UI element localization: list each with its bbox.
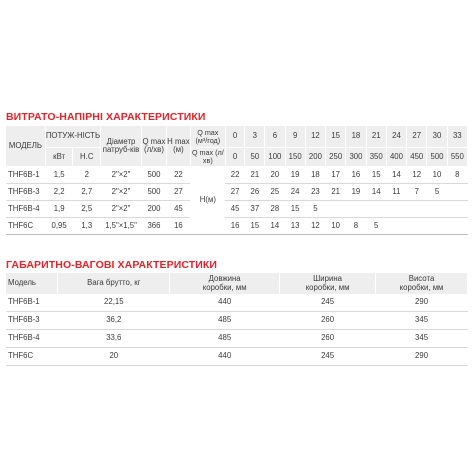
head-value: 14 xyxy=(386,167,406,184)
length-cell: 485 xyxy=(170,312,280,330)
header-h-max: Н max (м) xyxy=(166,126,190,167)
head-value: 24 xyxy=(285,184,305,201)
header-kw: кВт xyxy=(45,148,73,167)
q-max-cell: 500 xyxy=(141,184,166,201)
head-value xyxy=(407,218,427,235)
flow-m3-cell: 27 xyxy=(407,126,427,148)
flow-m3-cell: 12 xyxy=(305,126,325,148)
flow-m3-cell: 30 xyxy=(427,126,447,148)
width-cell: 260 xyxy=(280,330,376,348)
head-value xyxy=(427,201,447,218)
section-title-performance: ВИТРАТО-НАПІРНІ ХАРАКТЕРИСТИКИ xyxy=(6,111,206,123)
flow-l-cell: 200 xyxy=(305,148,325,167)
flow-l-cell: 0 xyxy=(225,148,245,167)
width-cell: 245 xyxy=(280,348,376,366)
flow-l-cell: 350 xyxy=(366,148,386,167)
h-max-cell: 27 xyxy=(166,184,190,201)
model-cell: THF6В-1 xyxy=(6,167,45,184)
q-max-cell: 366 xyxy=(141,218,166,235)
weight-cell: 36,2 xyxy=(58,312,170,330)
head-value: 5 xyxy=(305,201,325,218)
head-unit-cell: Н(м) xyxy=(190,167,225,235)
head-value xyxy=(447,201,467,218)
flow-m3-cell: 3 xyxy=(245,126,265,148)
head-value: 26 xyxy=(245,184,265,201)
table-row xyxy=(6,218,468,235)
flow-l-cell: 400 xyxy=(386,148,406,167)
head-value: 27 xyxy=(225,184,245,201)
kw-cell: 0,95 xyxy=(45,218,73,235)
head-value: 45 xyxy=(225,201,245,218)
flow-l-cell: 50 xyxy=(245,148,265,167)
head-value: 16 xyxy=(225,218,245,235)
header-width: Ширина коробки, мм xyxy=(280,273,376,294)
head-value: 19 xyxy=(285,167,305,184)
model-cell: THF6В-3 xyxy=(6,184,45,201)
head-value: 23 xyxy=(305,184,325,201)
head-value: 37 xyxy=(245,201,265,218)
kw-cell: 1,9 xyxy=(45,201,73,218)
header-length: Довжина коробки, мм xyxy=(170,273,280,294)
head-value: 28 xyxy=(265,201,285,218)
performance-table xyxy=(6,126,468,235)
table-row xyxy=(6,330,468,348)
header-model: МОДЕЛЬ xyxy=(6,126,45,167)
head-value xyxy=(346,201,366,218)
header-power: ПОТУЖ-НІСТЬ xyxy=(45,126,100,148)
head-value: 8 xyxy=(447,167,467,184)
header-diameter: Діаметр патруб-ків xyxy=(101,126,142,167)
head-value xyxy=(326,201,346,218)
flow-l-cell: 150 xyxy=(285,148,305,167)
head-value xyxy=(407,201,427,218)
model-cell: THF6В-4 xyxy=(6,330,58,348)
q-max-cell: 200 xyxy=(141,201,166,218)
section-title-dimensions: ГАБАРИТНО-ВАГОВІ ХАРАКТЕРИСТИКИ xyxy=(6,259,218,271)
table-row xyxy=(6,348,468,366)
header-q-m3: Q max (м³/год) xyxy=(190,126,225,148)
length-cell: 440 xyxy=(170,294,280,312)
head-value xyxy=(447,218,467,235)
hp-cell: 1,3 xyxy=(73,218,101,235)
q-max-cell: 500 xyxy=(141,167,166,184)
flow-l-cell: 300 xyxy=(346,148,366,167)
hp-cell: 2,5 xyxy=(73,201,101,218)
diameter-cell: 2"×2" xyxy=(101,201,142,218)
head-value: 10 xyxy=(326,218,346,235)
model-cell: THF6В-4 xyxy=(6,201,45,218)
flow-l-cell: 250 xyxy=(326,148,346,167)
flow-l-cell: 450 xyxy=(407,148,427,167)
head-value: 13 xyxy=(285,218,305,235)
height-cell: 345 xyxy=(376,330,468,348)
table-row xyxy=(6,294,468,312)
head-value: 14 xyxy=(265,218,285,235)
model-cell: THF6C xyxy=(6,218,45,235)
head-value: 15 xyxy=(366,167,386,184)
header-model: Модель xyxy=(6,273,58,294)
length-cell: 440 xyxy=(170,348,280,366)
head-value: 5 xyxy=(366,218,386,235)
diameter-cell: 2"×2" xyxy=(101,184,142,201)
table-row xyxy=(6,312,468,330)
flow-m3-cell: 6 xyxy=(265,126,285,148)
head-value: 11 xyxy=(386,184,406,201)
head-value: 21 xyxy=(326,184,346,201)
width-cell: 260 xyxy=(280,312,376,330)
flow-m3-cell: 21 xyxy=(366,126,386,148)
flow-l-cell: 500 xyxy=(427,148,447,167)
head-value: 19 xyxy=(346,184,366,201)
flow-m3-cell: 24 xyxy=(386,126,406,148)
header-weight: Вага брутто, кг xyxy=(58,273,170,294)
table-row xyxy=(6,167,468,184)
dimensions-table xyxy=(6,273,468,366)
head-value: 14 xyxy=(366,184,386,201)
header-hp: Н.С xyxy=(73,148,101,167)
h-max-cell: 22 xyxy=(166,167,190,184)
head-value: 7 xyxy=(407,184,427,201)
model-cell: THF6C xyxy=(6,348,58,366)
head-value: 17 xyxy=(326,167,346,184)
diameter-cell: 2"×2" xyxy=(101,167,142,184)
head-value xyxy=(386,218,406,235)
kw-cell: 2,2 xyxy=(45,184,73,201)
flow-l-cell: 550 xyxy=(447,148,467,167)
height-cell: 290 xyxy=(376,294,468,312)
flow-m3-cell: 33 xyxy=(447,126,467,148)
head-value: 10 xyxy=(427,167,447,184)
head-value: 20 xyxy=(265,167,285,184)
width-cell: 245 xyxy=(280,294,376,312)
head-value: 15 xyxy=(285,201,305,218)
h-max-cell: 45 xyxy=(166,201,190,218)
head-value: 15 xyxy=(245,218,265,235)
header-q-l: Q max (л/хв) xyxy=(191,148,224,165)
table-row xyxy=(6,184,468,201)
head-value: 25 xyxy=(265,184,285,201)
head-value xyxy=(366,201,386,218)
hp-cell: 2,7 xyxy=(73,184,101,201)
head-value: 12 xyxy=(305,218,325,235)
head-value: 5 xyxy=(427,184,447,201)
diameter-cell: 1,5"×1,5" xyxy=(101,218,142,235)
table-row xyxy=(6,201,468,218)
header-height: Висота коробки, мм xyxy=(376,273,468,294)
head-value: 8 xyxy=(346,218,366,235)
weight-cell: 33,6 xyxy=(58,330,170,348)
flow-m3-cell: 18 xyxy=(346,126,366,148)
flow-l-cell: 100 xyxy=(265,148,285,167)
head-value xyxy=(447,184,467,201)
length-cell: 485 xyxy=(170,330,280,348)
model-cell: THF6В-1 xyxy=(6,294,58,312)
kw-cell: 1,5 xyxy=(45,167,73,184)
head-value xyxy=(427,218,447,235)
height-cell: 290 xyxy=(376,348,468,366)
h-max-cell: 16 xyxy=(166,218,190,235)
head-value: 12 xyxy=(407,167,427,184)
model-cell: THF6В-3 xyxy=(6,312,58,330)
flow-m3-cell: 0 xyxy=(225,126,245,148)
head-value: 16 xyxy=(346,167,366,184)
head-value: 21 xyxy=(245,167,265,184)
weight-cell: 20 xyxy=(58,348,170,366)
weight-cell: 22,15 xyxy=(58,294,170,312)
head-value: 22 xyxy=(225,167,245,184)
height-cell: 345 xyxy=(376,312,468,330)
header-q-max: Q max (л/хв) xyxy=(141,126,166,167)
flow-m3-cell: 15 xyxy=(326,126,346,148)
flow-m3-cell: 9 xyxy=(285,126,305,148)
head-value: 18 xyxy=(305,167,325,184)
head-value xyxy=(386,201,406,218)
hp-cell: 2 xyxy=(73,167,101,184)
